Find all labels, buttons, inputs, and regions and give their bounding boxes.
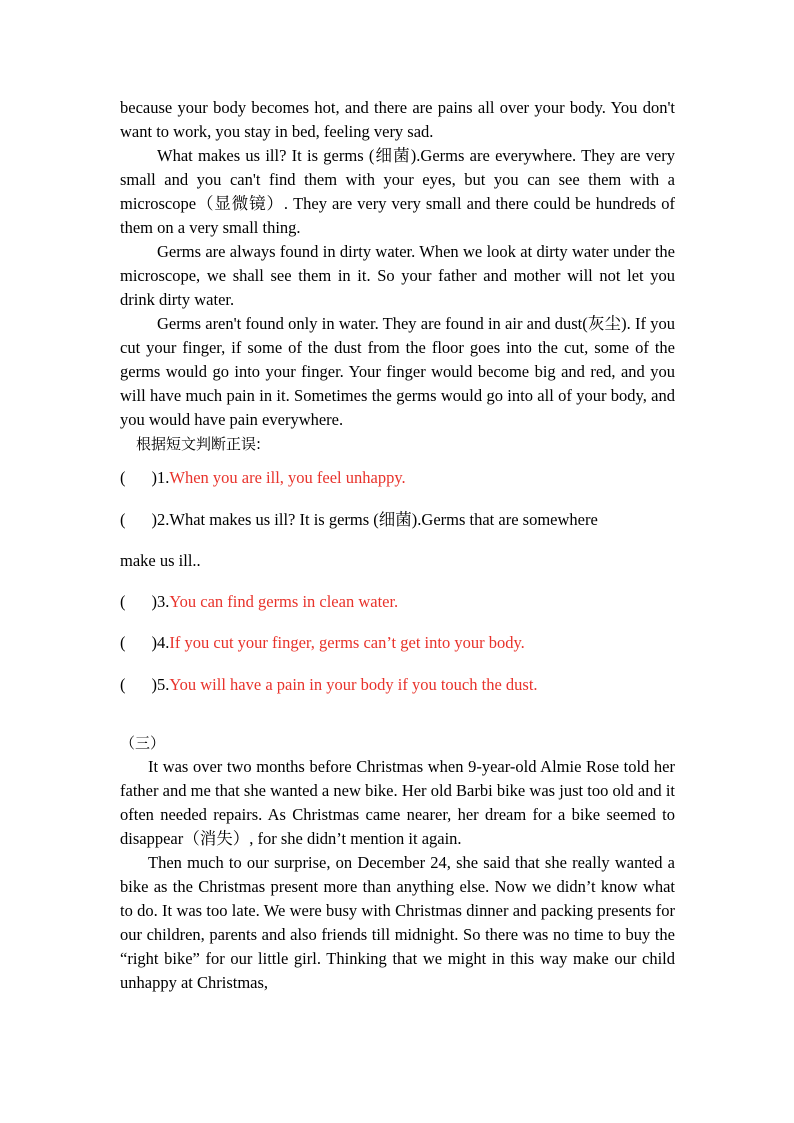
story-section (120, 755, 675, 995)
section-heading: （三） (120, 734, 166, 752)
question-text: If you cut your finger, germs can’t get into your body. (169, 633, 525, 652)
question-number: )2. (151, 510, 170, 529)
passage-paragraph-2: What makes us ill? It is germs (细菌).Germs are everywhere. They are very small and you can't find them with your eyes, but you can see them with a microscope（显微镜）. They are very very small and there could be hundreds of them on a very small thing. (120, 146, 675, 237)
question-text: You can find germs in clean water. (169, 592, 399, 611)
question-2 (120, 508, 675, 532)
question-number: )3. (151, 592, 170, 611)
question-3 (120, 590, 675, 614)
question-number: )5. (151, 675, 170, 694)
passage-paragraph-3: Germs are always found in dirty water. When we look at dirty water under the microscope, we shall see them in it. So your father and mother will not let you drink dirty water. (120, 242, 675, 309)
answer-open-paren: ( (120, 675, 126, 694)
story-paragraph-2: Then much to our surprise, on December 24, she said that she really wanted a bike as the Christmas present more than anything else. Now we didn’t know what to do. It was too late. We were busy with Christmas dinner and packing presents for our children, parents and also friends till midnight. So there was no time to buy the “right bike” for our little girl. Thinking that we might in this way make our child unhappy at Christmas, (120, 853, 675, 992)
question-text: What makes us ill? It is germs (细菌).Germs that are somewhere (169, 510, 598, 529)
passage-paragraph-1: because your body becomes hot, and there are pains all over your body. You don't want to work, you stay in bed, feeling very sad. (120, 98, 675, 141)
question-text: When you are ill, you feel unhappy. (169, 468, 406, 487)
question-5 (120, 673, 675, 697)
answer-open-paren: ( (120, 592, 126, 611)
question-number: )4. (151, 633, 170, 652)
answer-open-paren: ( (120, 633, 126, 652)
question-text: You will have a pain in your body if you touch the dust. (169, 675, 538, 694)
answer-open-paren: ( (120, 510, 126, 529)
document-page (120, 96, 675, 995)
instruction-text: 根据短文判断正误: (136, 435, 262, 453)
question-2-continuation: make us ill.. (120, 551, 201, 570)
passage-paragraph-4: Germs aren't found only in water. They are found in air and dust(灰尘). If you cut your finger, if some of the dust from the floor goes into the cut, some of the germs would go into your finger. Your finger would become big and red, and you will have much pain in it. Sometimes the germs would go into all of your body, and you would have pain everywhere. (120, 314, 675, 429)
story-paragraph-1: It was over two months before Christmas when 9-year-old Almie Rose told her father and me that she wanted a new bike. Her old Barbi bike was just too old and it often needed repairs. As Christmas came nearer, her dream for a bike seemed to disappear（消失）, for she didn’t mention it again. (120, 757, 675, 848)
question-1 (120, 466, 675, 490)
answer-open-paren: ( (120, 468, 126, 487)
question-number: )1. (151, 468, 170, 487)
question-4 (120, 631, 675, 655)
